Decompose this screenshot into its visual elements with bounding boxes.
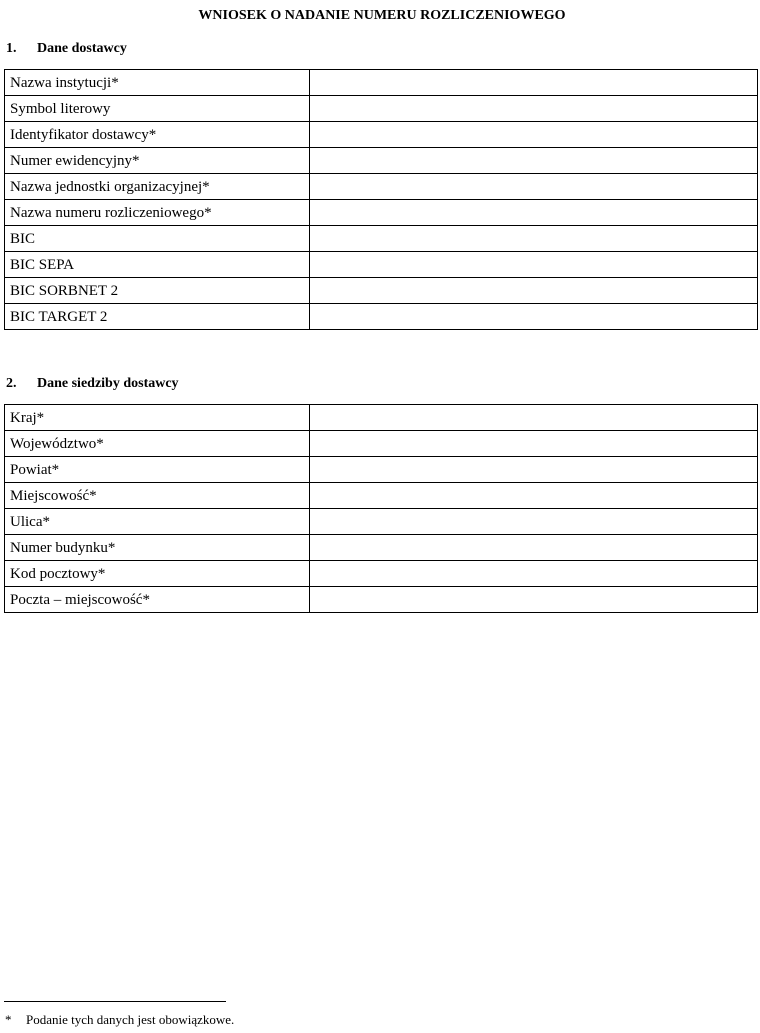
field-value-input[interactable] <box>310 509 757 534</box>
field-value-cell <box>310 304 758 330</box>
field-value-cell <box>310 457 758 483</box>
section-heading-supplier-data <box>6 40 127 58</box>
field-value-input[interactable] <box>310 304 757 329</box>
field-value-input[interactable] <box>310 457 757 482</box>
form-row <box>5 226 758 252</box>
field-label: BIC SEPA <box>5 252 310 278</box>
field-label: Numer budynku* <box>5 535 310 561</box>
form-row <box>5 457 758 483</box>
field-value-cell <box>310 200 758 226</box>
field-value-input[interactable] <box>310 70 757 95</box>
field-label: Symbol literowy <box>5 96 310 122</box>
form-row <box>5 304 758 330</box>
form-row <box>5 278 758 304</box>
field-value-input[interactable] <box>310 561 757 586</box>
field-value-input[interactable] <box>310 148 757 173</box>
section-number: 1. <box>6 41 17 56</box>
field-label: Poczta – miejscowość* <box>5 587 310 613</box>
field-value-cell <box>310 405 758 431</box>
section-heading-supplier-address <box>6 375 179 393</box>
footnote-mark: * <box>5 1012 12 1027</box>
field-value-cell <box>310 535 758 561</box>
field-value-input[interactable] <box>310 226 757 251</box>
form-row <box>5 122 758 148</box>
form-row <box>5 509 758 535</box>
form-row <box>5 587 758 613</box>
form-row <box>5 561 758 587</box>
field-value-input[interactable] <box>310 483 757 508</box>
field-value-cell <box>310 122 758 148</box>
field-value-input[interactable] <box>310 96 757 121</box>
field-value-input[interactable] <box>310 278 757 303</box>
section-title: Dane siedziby dostawcy <box>37 376 179 391</box>
field-value-cell <box>310 587 758 613</box>
field-value-input[interactable] <box>310 174 757 199</box>
field-label: Powiat* <box>5 457 310 483</box>
form-row <box>5 96 758 122</box>
field-label: Nazwa numeru rozliczeniowego* <box>5 200 310 226</box>
field-value-input[interactable] <box>310 252 757 277</box>
form-row <box>5 174 758 200</box>
field-value-cell <box>310 252 758 278</box>
field-label: Ulica* <box>5 509 310 535</box>
supplier-data-table <box>4 69 758 330</box>
field-value-cell <box>310 70 758 96</box>
field-label: Województwo* <box>5 431 310 457</box>
field-value-input[interactable] <box>310 122 757 147</box>
field-value-cell <box>310 278 758 304</box>
supplier-address-table <box>4 404 758 613</box>
field-label: Kraj* <box>5 405 310 431</box>
form-row <box>5 200 758 226</box>
field-label: Nazwa jednostki organizacyjnej* <box>5 174 310 200</box>
field-label: BIC TARGET 2 <box>5 304 310 330</box>
field-value-input[interactable] <box>310 587 757 612</box>
field-value-cell <box>310 96 758 122</box>
field-value-cell <box>310 561 758 587</box>
field-value-input[interactable] <box>310 200 757 225</box>
document-title: WNIOSEK O NADANIE NUMERU ROZLICZENIOWEGO <box>198 8 566 23</box>
field-value-input[interactable] <box>310 535 757 560</box>
form-row <box>5 431 758 457</box>
field-label: Kod pocztowy* <box>5 561 310 587</box>
footnote-text: Podanie tych danych jest obowiązkowe. <box>26 1012 235 1027</box>
field-label: Miejscowość* <box>5 483 310 509</box>
field-value-cell <box>310 509 758 535</box>
supplier-address-rows <box>5 405 758 613</box>
field-label: BIC <box>5 226 310 252</box>
form-row <box>5 148 758 174</box>
field-label: Identyfikator dostawcy* <box>5 122 310 148</box>
field-value-cell <box>310 431 758 457</box>
supplier-data-rows <box>5 70 758 330</box>
section-number: 2. <box>6 376 17 391</box>
field-value-input[interactable] <box>310 431 757 456</box>
field-value-cell <box>310 148 758 174</box>
field-label: Numer ewidencyjny* <box>5 148 310 174</box>
form-row <box>5 70 758 96</box>
field-value-input[interactable] <box>310 405 757 430</box>
section-title: Dane dostawcy <box>37 41 127 56</box>
form-row <box>5 483 758 509</box>
field-label: Nazwa instytucji* <box>5 70 310 96</box>
form-row <box>5 252 758 278</box>
form-row <box>5 535 758 561</box>
field-value-cell <box>310 226 758 252</box>
footnote <box>5 1012 234 1028</box>
field-value-cell <box>310 174 758 200</box>
form-row <box>5 405 758 431</box>
field-value-cell <box>310 483 758 509</box>
footnote-divider <box>4 1001 226 1002</box>
field-label: BIC SORBNET 2 <box>5 278 310 304</box>
